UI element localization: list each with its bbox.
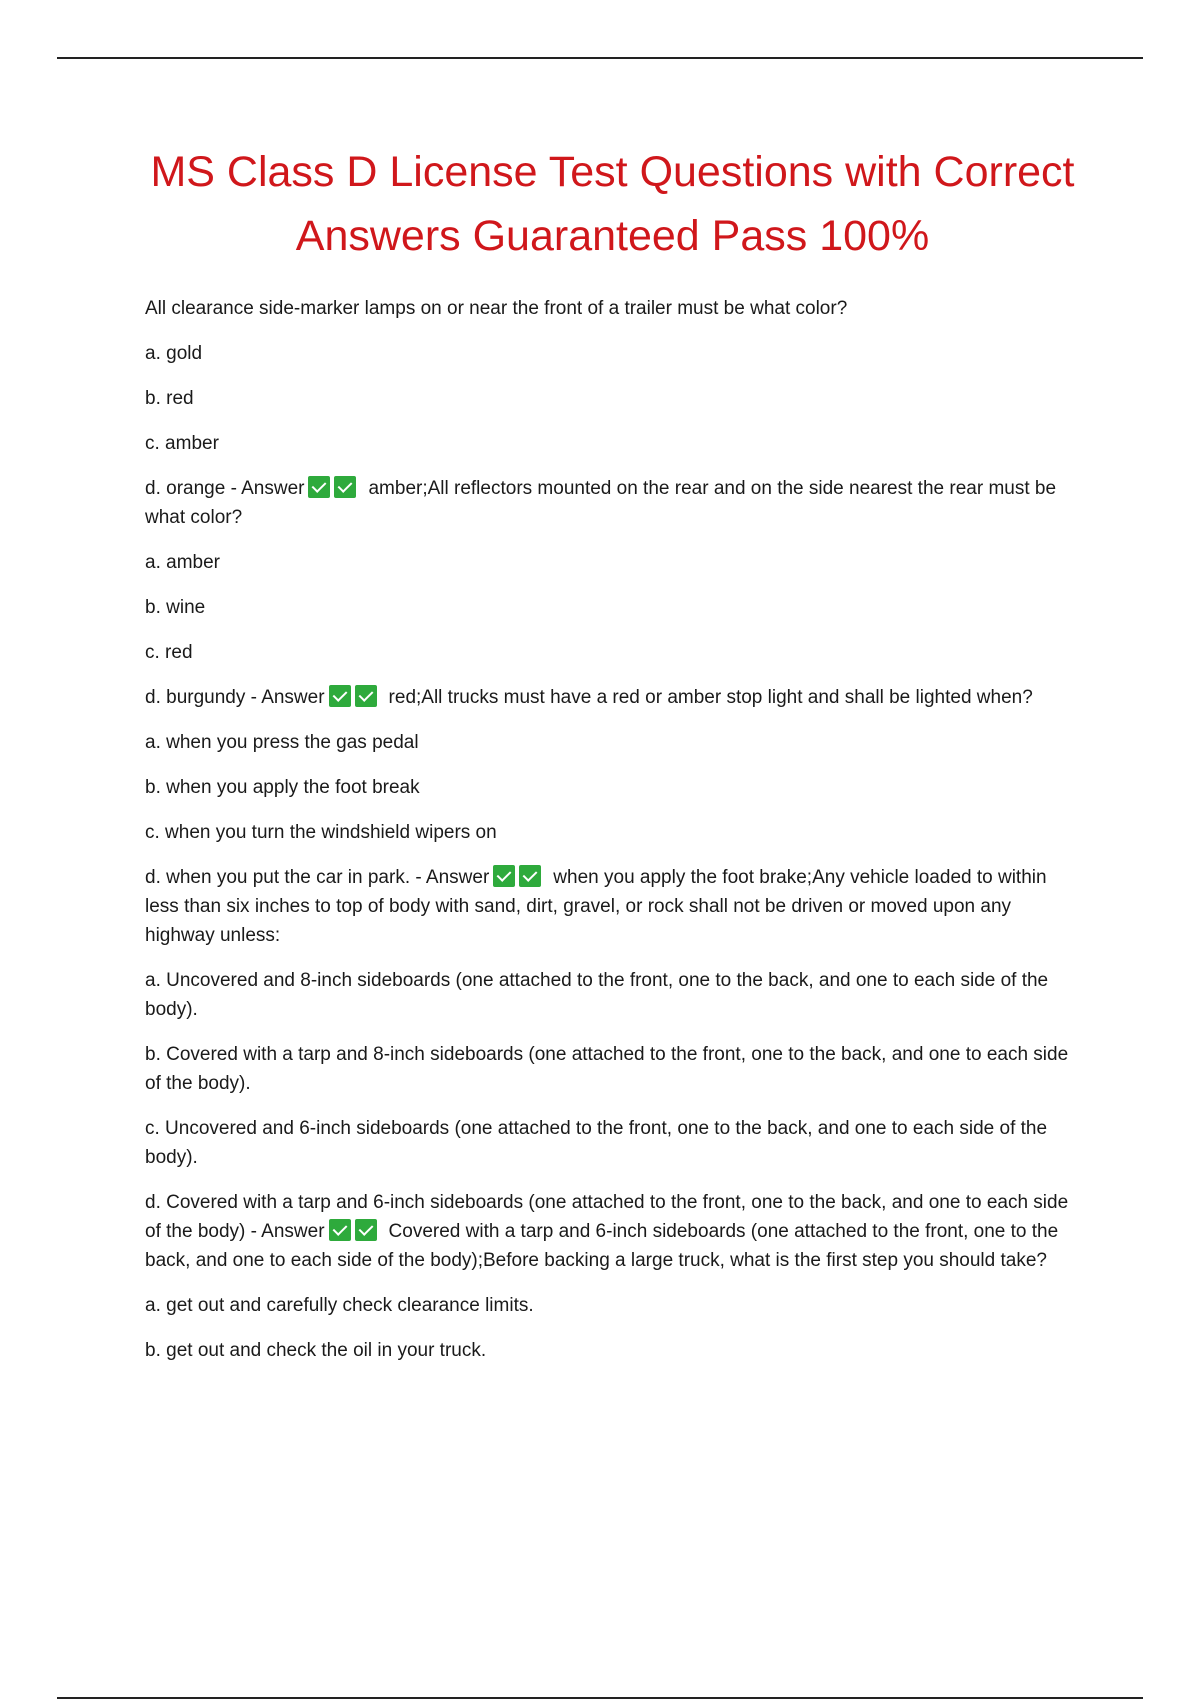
top-rule: [57, 57, 1143, 59]
title-line-1: MS Class D License Test Questions with Correct: [150, 148, 1075, 196]
answer-option: c. red: [145, 642, 193, 663]
check-mark-icon: [519, 865, 541, 887]
question-text: All clearance side-marker lamps on or near the front of a trailer must be what color?: [145, 298, 848, 319]
check-mark-icon: [355, 685, 377, 707]
answer-option: b. get out and check the oil in your truck.: [145, 1340, 487, 1361]
answer-option-text: d. orange - Answer: [145, 478, 305, 499]
answer-option: b. Covered with a tarp and 8-inch sideboards (one attached to the front, one to the back, and one to each side of the body).: [145, 1044, 1069, 1094]
check-mark-icon: [493, 865, 515, 887]
bottom-rule: [57, 1697, 1143, 1699]
title-line-2: Answers Guaranteed Pass 100%: [295, 212, 930, 260]
answer-option-with-answer: [145, 863, 1080, 950]
answer-option: a. when you press the gas pedal: [145, 732, 419, 753]
check-mark-icon: [329, 685, 351, 707]
answer-option-with-answer: [145, 474, 1080, 532]
answer-option-with-answer: [145, 1188, 1080, 1275]
answer-option: a. gold: [145, 343, 203, 364]
answer-option: a. get out and carefully check clearance limits.: [145, 1295, 534, 1316]
check-mark-icon: [334, 476, 356, 498]
answer-option-text: d. burgundy - Answer: [145, 687, 325, 708]
document-body: [145, 140, 1080, 1381]
check-mark-icon: [355, 1219, 377, 1241]
answer-option: b. when you apply the foot break: [145, 777, 420, 798]
answer-text: when you apply the foot brake;Any vehicle loaded to within less than six inches to top of body with sand, dirt, gravel, or rock shall not be driven or moved upon any highway unless:: [145, 867, 1047, 946]
answer-text: amber;All reflectors mounted on the rear and on the side nearest the rear must be what color?: [145, 478, 1057, 528]
answer-option: b. wine: [145, 597, 206, 618]
answer-option: b. red: [145, 388, 194, 409]
answer-text: red;All trucks must have a red or amber stop light and shall be lighted when?: [388, 687, 1033, 708]
check-mark-icon: [329, 1219, 351, 1241]
answer-option: c. amber: [145, 433, 219, 454]
answer-option-text: d. when you put the car in park. - Answer: [145, 867, 490, 888]
document-title: [145, 140, 1080, 268]
answer-text: Covered with a tarp and 6-inch sideboards (one attached to the front, one to the back, and one to each side of the body);Before backing a large truck, what is the first step you should take?: [145, 1221, 1059, 1271]
check-mark-icon: [308, 476, 330, 498]
answer-option: c. when you turn the windshield wipers on: [145, 822, 497, 843]
answer-option-with-answer: [145, 683, 1080, 712]
answer-option-text: d. Covered with a tarp and 6-inch sideboards (one attached to the front, one to the back, and one to each side of the body) - Answer: [145, 1192, 1069, 1242]
answer-option: a. amber: [145, 552, 220, 573]
answer-option: a. Uncovered and 8-inch sideboards (one attached to the front, one to the back, and one to each side of the body).: [145, 970, 1049, 1020]
answer-option: c. Uncovered and 6-inch sideboards (one attached to the front, one to the back, and one to each side of the body).: [145, 1118, 1048, 1168]
